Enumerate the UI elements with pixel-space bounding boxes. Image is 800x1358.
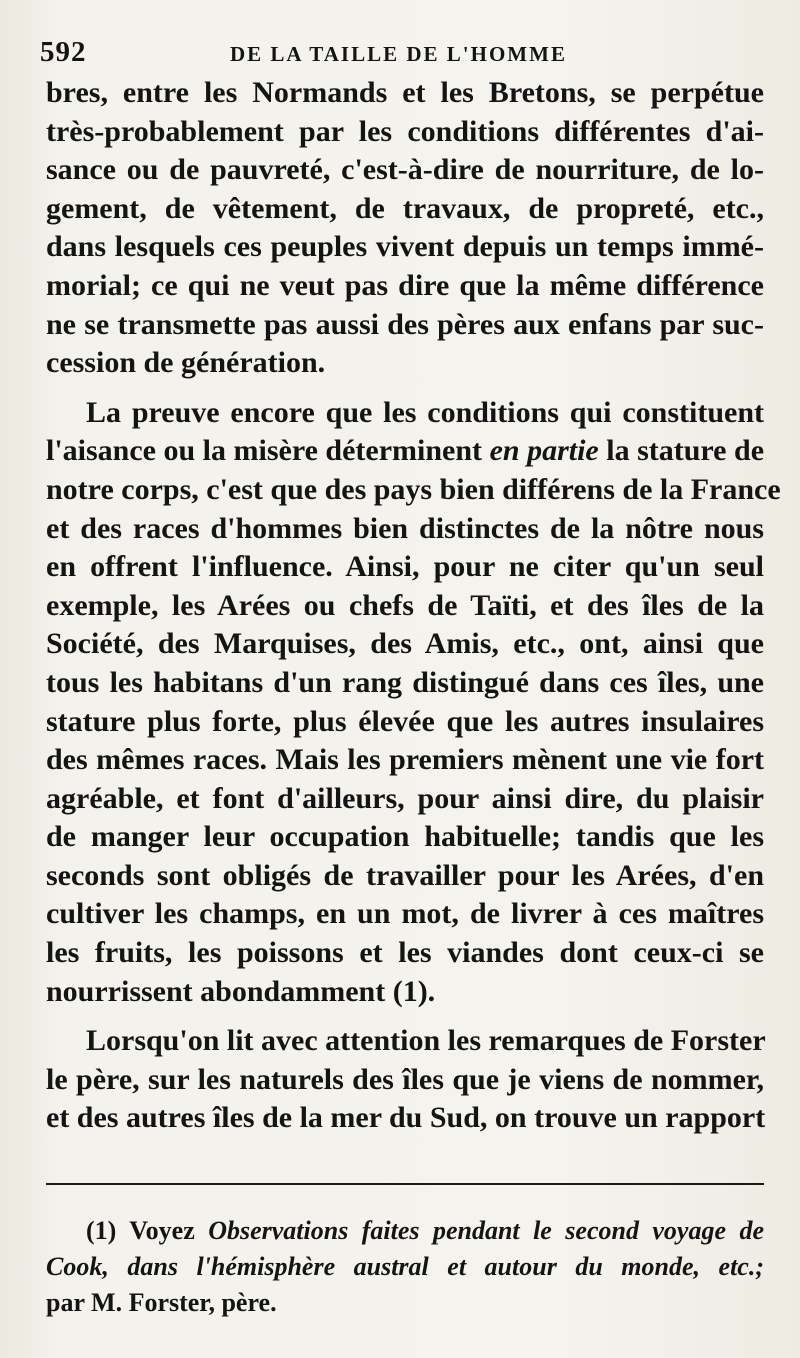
text-line: cession de génération. — [46, 346, 326, 380]
page-header — [40, 36, 770, 76]
text-line: notre corps, c'est que des pays bien différens de la France — [46, 472, 781, 506]
text-line: gement, de vêtement, de travaux, de propreté, etc., — [46, 191, 764, 225]
footnote — [46, 1213, 764, 1321]
text-line: et des races d'hommes bien distinctes de la nôtre nous — [46, 511, 764, 545]
paragraph-2 — [46, 394, 781, 1012]
footnote-divider — [46, 1183, 764, 1185]
footnote-italic: Cook, dans l'hémisphère austral et autour du monde, etc.; — [46, 1252, 764, 1281]
text-line: morial; ce qui ne veut pas dire que la même différence — [46, 268, 764, 302]
text-line: de manger leur occupation habituelle; tandis que les — [46, 820, 764, 854]
text-line: dans lesquels ces peuples vivent depuis un temps immé- — [46, 230, 764, 264]
text-line: et des autres îles de la mer du Sud, on trouve un rapport — [46, 1101, 766, 1135]
running-head: DE LA TAILLE DE L'HOMME — [230, 42, 567, 66]
text-line: exemple, les Arées ou chefs de Taïti, et des îles de la — [46, 588, 764, 622]
text-line: Société, des Marquises, des Amis, etc., ont, ainsi que — [46, 627, 764, 661]
paragraph-1 — [46, 74, 764, 383]
text-line: nourrissent abondamment (1). — [46, 974, 436, 1008]
text-line: stature plus forte, plus élevée que les autres insulaires — [46, 704, 764, 738]
text-line: Lorsqu'on lit avec attention les remarques de Forster — [86, 1024, 766, 1058]
text-segment: l'aisance ou la misère déterminent — [46, 434, 490, 468]
text-line: des mêmes races. Mais les premiers mènent une vie fort — [46, 743, 764, 777]
footnote-italic: Observations faites pendant le second voyage de — [208, 1216, 764, 1245]
italic-phrase: en partie — [489, 434, 599, 468]
text-line: seconds sont obligés de travailler pour les Arées, d'en — [46, 858, 764, 892]
footnote-line — [46, 1213, 764, 1249]
text-line: La preuve encore que les conditions qui constituent — [86, 395, 764, 429]
text-line: agréable, et font d'ailleurs, pour ainsi dire, du plaisir — [46, 781, 764, 815]
text-line-with-italic — [46, 432, 764, 471]
page-number: 592 — [40, 36, 87, 68]
text-line: en offrent l'influence. Ainsi, pour ne citer qu'un seul — [46, 550, 764, 584]
paragraph-3 — [46, 1022, 764, 1138]
footnote-marker: (1) Voyez — [86, 1216, 209, 1245]
text-line: le père, sur les naturels des îles que je viens de nommer, — [46, 1062, 764, 1096]
text-line: bres, entre les Normands et les Bretons, se perpétue — [46, 76, 764, 109]
text-line: les fruits, les poissons et les viandes dont ceux-ci se — [46, 936, 764, 970]
footnote-line: par M. Forster, père. — [46, 1288, 277, 1317]
text-segment: la stature de — [598, 434, 765, 468]
text-line: très-probablement par les conditions différentes d'ai- — [46, 114, 764, 148]
text-line: sance ou de pauvreté, c'est-à-dire de nourriture, de lo- — [46, 153, 764, 187]
footnote-line — [46, 1249, 764, 1285]
text-line: tous les habitans d'un rang distingué dans ces îles, une — [46, 665, 764, 699]
text-line: ne se transmette pas aussi des pères aux enfans par suc- — [46, 307, 764, 341]
text-line: cultiver les champs, en un mot, de livrer à ces maîtres — [46, 897, 764, 931]
body-text — [46, 74, 781, 1138]
